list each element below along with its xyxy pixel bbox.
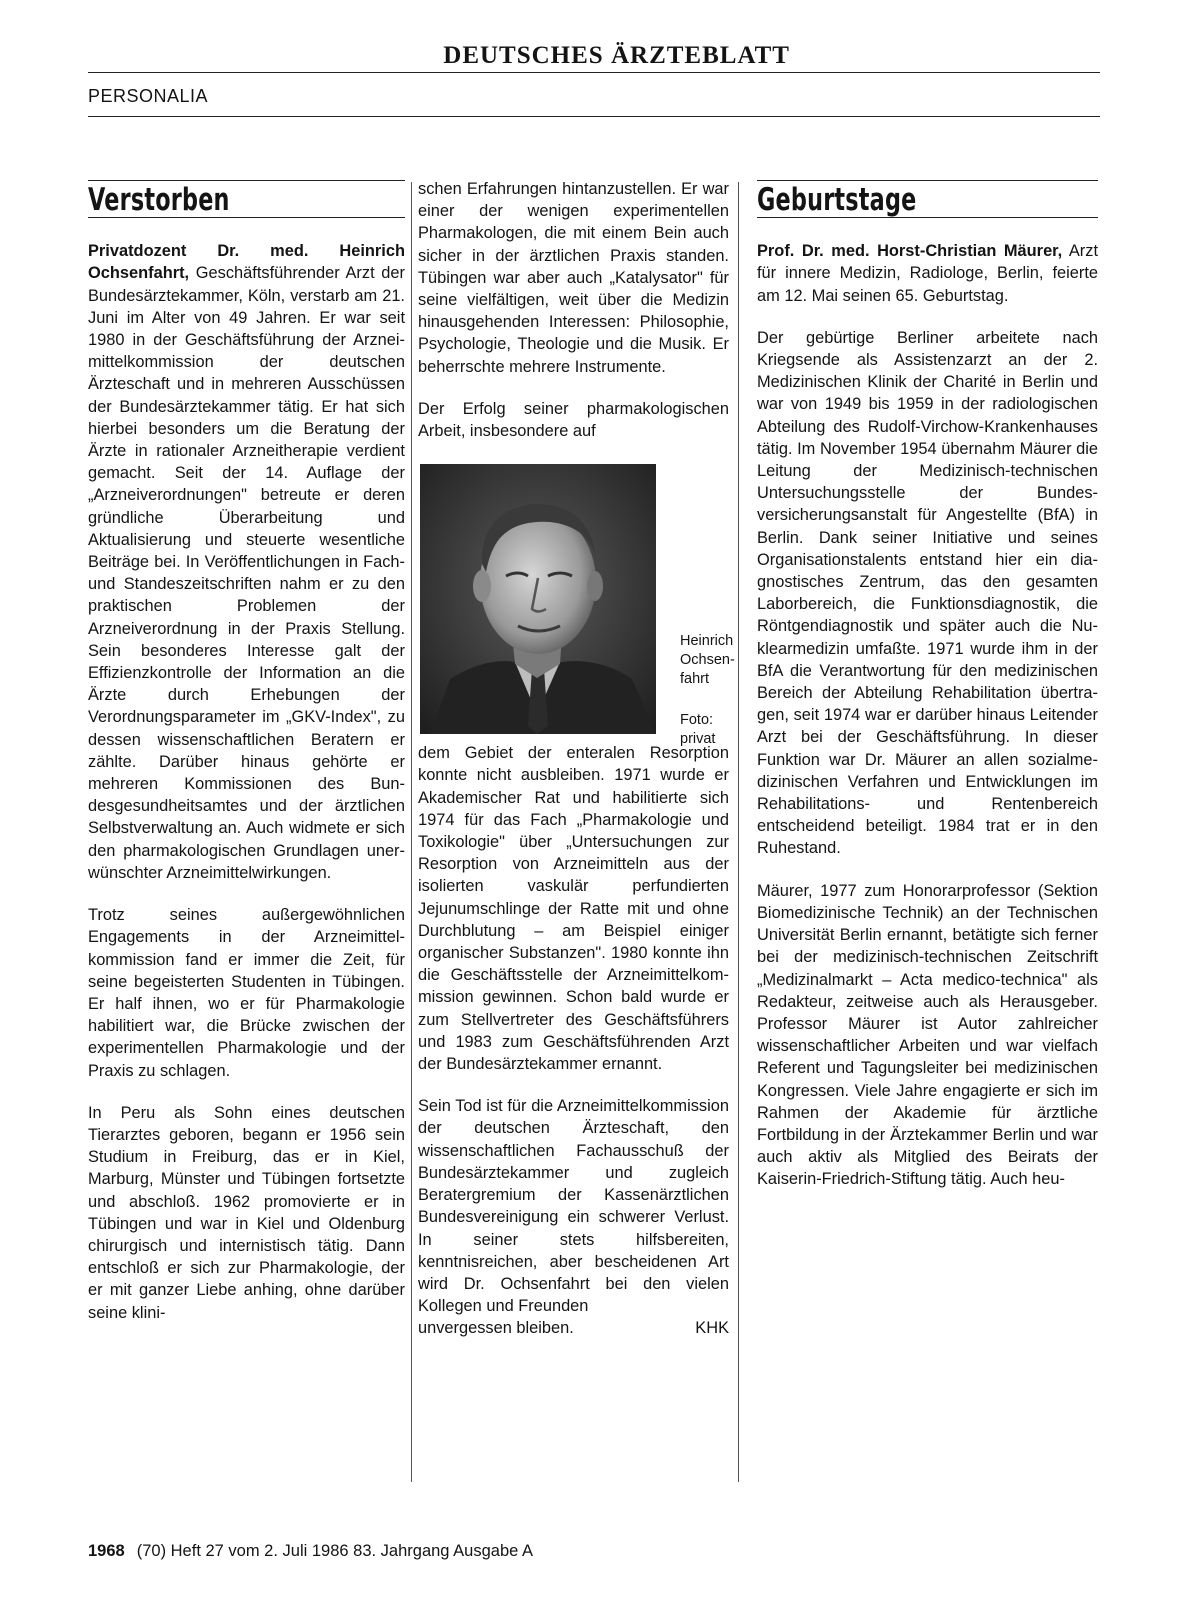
page-number: 1968 [88, 1542, 125, 1560]
obituary-continued-column [418, 178, 735, 1340]
obituary-paragraph-3: In Peru als Sohn eines deutschen Tierarztes geboren, begann er 1956 sein Studium in Freiburg, das er in Kiel, Marburg, Münster und Tübingen fortsetzte und abschloß. 1962 promovierte er in Tübingen und war in Kiel und Oldenburg chirurgisch und internistisch tätig. Dann entschloß er sich zur Pharmakologie, der er mit ganzer Liebe anhing, ohne darüber seine klini- [88, 1103, 405, 1322]
birthdays-heading-block [757, 180, 1098, 218]
birthdays-paragraph-3: Mäurer, 1977 zum Honorarprofessor (Sektion Biomedizinische Technik) an der Technischen Universität Berlin ernannt, betätigte sich ferner bei der medizinisch-technischen Zeitschrift „Medizinalmarkt – Acta medico-technica" als Redakteur, zeitweise auch als Herausgeber. Professor Mäurer ist Autor zahlreicher wissenschaftlicher Arbeiten und war vielfach Referent und Tagungsleiter bei medizinischen Kongressen. Viele Jahre engagierte er sich im Rahmen der Akademie für ärztliche Fortbildung in der Ärztekammer Berlin und war auch aktiv als Mitglied des Beirats der Kaiserin-Friedrich-Stiftung tätig. Auch heu- [757, 881, 1098, 1189]
obituary-paragraph-1 [88, 240, 405, 884]
portrait-illustration [420, 464, 656, 734]
masthead: DEUTSCHES ÄRZTEBLATT [443, 42, 790, 69]
masthead-rule [88, 72, 1100, 73]
birthday-name: Prof. Dr. med. Horst-Christian Mäurer, [757, 242, 1063, 261]
birthdays-column [757, 180, 1098, 1191]
caption-name: Heinrich Ochsenfahrt [680, 633, 735, 688]
middle-paragraph-4: Sein Tod ist für die Arzneimittelkommission der deutschen Ärzteschaft, den wissenschaftlichen Fachausschuß der Bundesärztekammer und zugleich Beratergremium der Kassenärztlichen Bundesvereinigung ein schwerer Verlust. In seiner stets hilfsbereiten, kenntnisreichen, aber bescheidenen Art wird Dr. Ochsenfahrt bei den vielen Kollegen und Freunden [418, 1097, 729, 1316]
birthdays-paragraph-1 [757, 240, 1098, 307]
middle-paragraph-3: dem Gebiet der enteralen Resorption konnte nicht ausbleiben. 1971 wurde er Akademischer Rat und habilitierte sich 1974 für das Fach „Pharmakologie und Toxikologie" über „Untersuchungen zur Resorption von Arzneimitteln aus der isolierten vaskulär perfundierten Jejunumschlinge der Ratte mit und ohne Durchblutung – am Beispiel einiger organischer Substanzen". 1980 konnte ihn die Geschäftsstelle der Arzneimittelkommission gewinnen. Schon bald wurde er zum Stellvertreter des Geschäftsführers und 1983 zum Geschäftsführenden Arzt der Bundesärztekammer ernannt. [418, 744, 729, 1074]
obituary-column [88, 180, 405, 1324]
section-label: PERSONALIA [88, 86, 209, 106]
obituary-name: Privatdozent Dr. med. Heinrich Ochsenfahrt, [88, 242, 405, 283]
obituary-heading: Verstorben [88, 182, 230, 218]
page-footer [88, 1542, 533, 1561]
middle-paragraph-1: schen Erfahrungen hintanzustellen. Er war einer der wenigen experimentellen Pharmakologen, die mit einem Bein auch sicher in der ärztlichen Praxis standen. Tübingen war aber auch „Katalysator" für seine vielfältigen, weit über die Medizin hinausgehenden Interessen: Philosophie, Psychologie, Theologie und die Musik. Er beherrschte mehrere Instrumente. [418, 180, 729, 376]
birthdays-heading: Geburtstage [757, 182, 917, 218]
obituary-lead-text: Geschäftsführender Arzt der Bundesärztekammer, Köln, verstarb am 21. Juni im Alter von 49 Jahren. Er war seit 1980 in der Geschäftsführung der Arzneimittelkommission der deutschen Ärzteschaft und in mehreren Ausschüssen der Bundesärztekammer tätig. Er hat sich hierbei besonders um die Beratung der Ärzte in rationaler Arzneitherapie verdient gemacht. Seit der 14. Auflage der „Arzneiverordnungen" betreute er deren gründliche Überarbeitung und Aktualisierung und steuerte wesentliche Beiträge bei. In Veröffentlichungen in Fach- und Standeszeitschriften nahm er zu den praktischen Problemen der Arzneiverordnung in der Praxis Stellung. Sein besonderes Interesse galt der Effizienzkontrolle der Information an die Ärzte durch Erhebungen der Verordnungsparameter im „GKV-Index", zu dessen wissenschaftlichen Beratern er zählte. Darüber hinaus gehörte er mehreren Kommissionen des Bundesgesundheitsamtes und der ärztlichen Selbstverwaltung an. Auch widmete er sich den pharmakologischen Grundlagen unerwünschter Arzneimittelwirkungen. [88, 264, 405, 882]
portrait-caption [680, 632, 750, 749]
obituary-heading-block [88, 180, 405, 218]
issue-info: (70) Heft 27 vom 2. Juli 1986 83. Jahrgang Ausgabe A [136, 1542, 533, 1560]
section-rule [88, 116, 1100, 117]
portrait-photo [420, 464, 656, 734]
birthdays-paragraph-2: Der gebürtige Berliner arbeitete nach Kriegsende als Assistenzarzt an der 2. Medizinischen Klinik der Charité in Berlin und war von 1949 bis 1959 in der radiologischen Abteilung des Rudolf-Virchow-Krankenhauses tätig. Im November 1954 übernahm Mäurer die Leitung der Medizinisch-technischen Untersuchungsstelle der Bundesversicherungsanstalt für Angestellte (BfA) in Berlin. Dank seiner Initiative und seines Organisationstalents entstand hier ein diagnostisches Zentrum, das den gesamten Laborbereich, die Funktionsdiagnostik, die Röntgendiagnostik und später auch die Nuklearmedizin umfaßte. 1971 wurde ihm in der BfA die Verantwortung für den medizinischen Bereich der Abteilung Rehabilitation übertragen, seit 1974 war er darüber hinaus Leitender Arzt bei der Geschäftsführung. In dieser Funktion war Dr. Mäurer an allen sozialmedizinischen Verfahren und Entwicklungen im Rehabilitations- und Rentenbereich entscheidend beteiligt. 1984 trat er in den Ruhestand. [757, 328, 1098, 858]
birthday-lead-text: Arzt für innere Medizin, Radiologe, Berlin, feierte am 12. Mai seinen 65. Geburtstag. [757, 242, 1098, 305]
portrait-figure [418, 464, 735, 748]
column-divider-right [738, 182, 739, 1482]
obituary-paragraph-2: Trotz seines außergewöhnlichen Engagements in der Arzneimittelkommission fand er immer die Zeit, für seine begeisterten Studenten in Tübingen. Er half ihnen, wo er für Pharmakologie habilitiert war, die Brücke zwischen der experimentellen Pharmakologie und der Praxis zu schlagen. [88, 906, 405, 1080]
column-divider-left [411, 182, 412, 1482]
middle-paragraph-2: Der Erfolg seiner pharmakologischen Arbeit, insbesondere auf [418, 399, 729, 441]
caption-credit: Foto: privat [680, 712, 716, 748]
closing-line [418, 1317, 729, 1339]
author-signature: KHK [695, 1319, 729, 1338]
closing-text: unvergessen bleiben. [418, 1319, 574, 1338]
